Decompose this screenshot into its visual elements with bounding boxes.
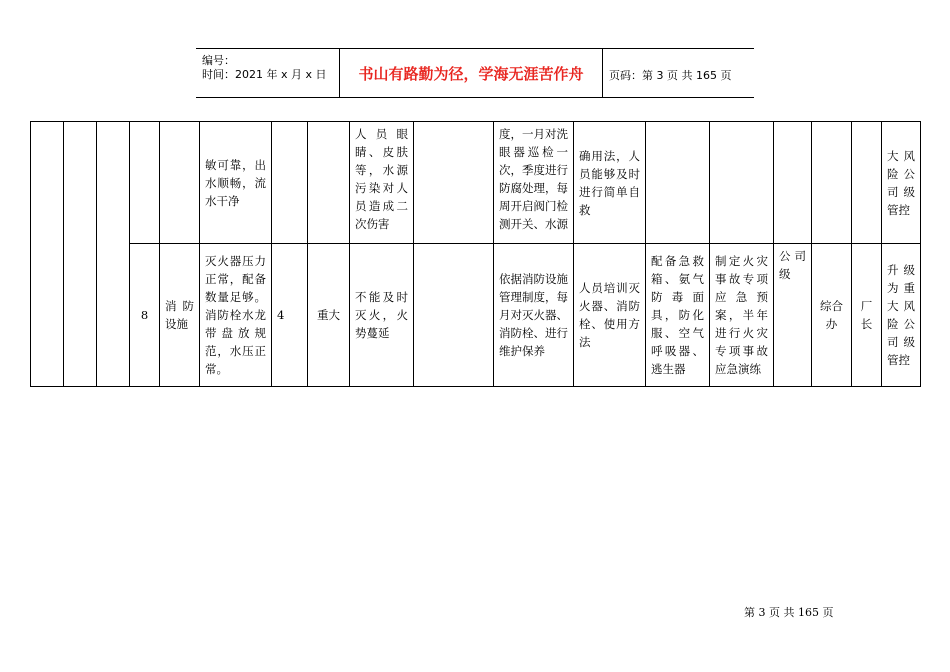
person-cell: 厂长: [852, 244, 882, 387]
control-level-cell: 升级为重大风险公司级管控: [882, 244, 921, 387]
risk-table: [30, 121, 921, 387]
standard-cell: 灭火器压力正常，配备数量足够。消防栓水龙带盘放规范，水压正常。: [200, 244, 272, 387]
empty-cell: [774, 122, 812, 244]
empty-cell: [414, 122, 494, 244]
page-number-label: 页码：第 3 页 共 165 页: [609, 69, 732, 82]
empty-cell: [710, 122, 774, 244]
empty-cell: [272, 122, 308, 244]
table-row: [31, 122, 921, 244]
page-header: [196, 48, 754, 98]
page-footer: 第 3 页 共 165 页: [744, 606, 834, 619]
item-cell: 消防设施: [160, 244, 200, 387]
number-cell: 8: [130, 244, 160, 387]
empty-cell: [31, 122, 64, 387]
management-cell: 依据消防设施管理制度，每月对灭火器、消防栓、进行维护保养: [494, 244, 574, 387]
consequence-cell: 不能及时灭火，火势蔓延: [350, 244, 414, 387]
number-label: 编号：: [202, 54, 235, 67]
empty-cell: [160, 122, 200, 244]
training-cell: 确用法，人员能够及时进行简单自救: [574, 122, 646, 244]
empty-cell: [64, 122, 97, 387]
management-cell: 度，一月对洗眼器巡检一次，季度进行防腐处理，每周开启阀门检测开关、水源: [494, 122, 574, 244]
company-cell: 公司级: [774, 244, 812, 387]
table-row: [31, 244, 921, 387]
empty-cell: [130, 122, 160, 244]
empty-cell: [646, 122, 710, 244]
motto: 书山有路勤为径，学海无涯苦作舟: [340, 49, 603, 97]
equipment-cell: 配备急救箱、氨气防毒面具，防化服、空气呼吸器、逃生器: [646, 244, 710, 387]
empty-cell: [308, 122, 350, 244]
empty-cell: [812, 122, 852, 244]
header-info: [196, 49, 340, 97]
level-cell: 重大: [308, 244, 350, 387]
consequence-cell: 人员眼睛、皮肤等，水源污染对人员造成二次伤害: [350, 122, 414, 244]
training-cell: 人员培训灭火器、消防栓、使用方法: [574, 244, 646, 387]
time-label: 时间：2021 年 x 月 x 日: [202, 68, 327, 81]
score-cell: 4: [272, 244, 308, 387]
dept-cell: 综合办: [812, 244, 852, 387]
empty-cell: [852, 122, 882, 244]
standard-cell: 敏可靠，出水顺畅，流水干净: [200, 122, 272, 244]
empty-cell: [414, 244, 494, 387]
empty-cell: [97, 122, 130, 387]
emergency-cell: 制定火灾事故专项应急预案，半年进行火灾专项事故应急演练: [710, 244, 774, 387]
control-level-cell: 大风险公司级管控: [882, 122, 921, 244]
